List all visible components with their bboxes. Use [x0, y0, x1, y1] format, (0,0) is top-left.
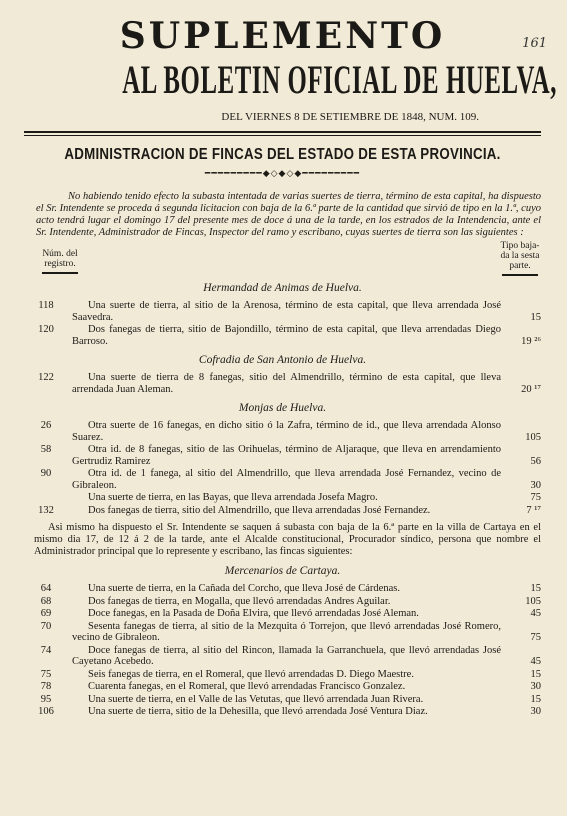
registry-number: 64 [40, 583, 52, 594]
price-value: 75 [530, 492, 541, 503]
registry-number: 120 [38, 324, 54, 335]
price-value: 20 ¹⁷ [521, 383, 541, 395]
column-rule-left [42, 272, 78, 274]
property-description: Una suerte de tierra, al sitio de la Arenosa, término de esta capital, que lleva arrendada José Saavedra. [72, 300, 501, 323]
registry-number: 78 [40, 681, 52, 692]
price-value: 30 [530, 681, 541, 692]
price-value: 30 [530, 706, 541, 717]
property-groups [24, 281, 541, 516]
column-header-price [499, 241, 541, 276]
price-value: 75 [530, 632, 541, 643]
section-title: ADMINISTRACION DE FINCAS DEL ESTADO DE ESTA PROVINCIA. [64, 146, 501, 163]
column-header-registry [38, 249, 82, 274]
column-headers [24, 241, 541, 275]
property-description: Doce fanegas, en la Pasada de Doña Elvira, que llevó arrendadas José Aleman. [88, 608, 419, 619]
registry-number: 95 [40, 693, 52, 705]
handwritten-page-number: 161 [522, 36, 547, 51]
second-paragraph: Asi mismo ha dispuesto el Sr. Intendente se saquen á subasta con baja de la 6.ª parte en la villa de Cartaya en el mismo dia 17, de 12 á 2 de la tarde, ante el Alcalde constitucional, Procurador síndico, persona que nombre el Administrador principal que lo represente y escribano, las fincas siguientes: [34, 522, 541, 557]
property-description: Una suerte de tierra de 8 fanegas, sitio del Almendrillo, término de esta capital, que lleva arrendada Juan Aleman. [72, 372, 501, 395]
table-row [24, 324, 541, 347]
property-description: Una suerte de tierra, en las Bayas, que lleva arrendada Josefa Magro. [88, 492, 378, 503]
table-row [24, 669, 541, 681]
masthead-title: SUPLEMENTO [119, 15, 446, 57]
registry-number: 122 [38, 372, 54, 383]
price-value: 105 [525, 595, 541, 607]
property-description: Doce fanegas de tierra, al sitio del Rincon, llamada la Garranchuela, que llevó arrendadas José Cayetano Acebedo. [72, 644, 501, 667]
registry-number: 69 [40, 608, 52, 619]
price-value: 19 ²⁶ [521, 335, 541, 347]
price-value: 15 [530, 311, 541, 323]
property-group-cartaya [24, 564, 541, 718]
table-row [24, 706, 541, 718]
table-row [24, 505, 541, 517]
property-description: Otra id. de 1 fanega, al sitio del Almendrillo, que lleva arrendada José Fernandez, vecino de Gibraleon. [72, 468, 501, 491]
column-header-registry-label: Núm. del registro. [42, 249, 78, 269]
masthead-subtitle: AL BOLETIN OFICIAL DE HUELVA, [122, 57, 558, 102]
table-row [24, 444, 541, 467]
dateline: DEL VIERNES 8 DE SETIEMBRE DE 1848, NUM. 109. [221, 111, 479, 123]
price-value: 45 [530, 608, 541, 619]
table-row [24, 608, 541, 620]
table-row [24, 596, 541, 608]
property-description: Otra id. de 8 fanegas, sitio de las Orihuelas, término de Aljaraque, que lleva en arrendamiento Gertrudiz Ramirez [72, 444, 501, 467]
registry-number: 90 [40, 468, 52, 479]
registry-number: 106 [38, 706, 54, 717]
registry-number [24, 492, 72, 504]
table-row [24, 468, 541, 491]
registry-number: 118 [38, 300, 54, 311]
double-rule [24, 131, 541, 136]
property-description: Dos fanegas de tierra, en Mogalla, que llevó arrendadas Andres Aguilar. [88, 595, 391, 607]
table-row [24, 420, 541, 443]
group-title: Mercenarios de Cartaya. [224, 565, 341, 577]
property-description: Una suerte de tierra, sitio de la Dehesilla, que llevó arrendada José Ventura Diaz. [88, 706, 428, 717]
group-title: Hermandad de Animas de Huelva. [203, 282, 362, 294]
registry-number: 68 [40, 595, 52, 607]
price-value: 15 [530, 668, 541, 680]
registry-number: 132 [38, 504, 54, 516]
price-value: 15 [530, 693, 541, 705]
table-row [24, 583, 541, 595]
property-description: Dos fanegas de tierra, sitio de Bajondillo, término de esta capital, que lleva arrendadas Diego Barroso. [72, 324, 501, 347]
price-value: 30 [530, 479, 541, 491]
ornament-divider: ━━━━━━━━━◆◇◆◇◆━━━━━━━━━ [204, 169, 361, 179]
property-description: Una suerte de tierra, en la Cañada del Corcho, que lleva José de Cárdenas. [88, 583, 400, 594]
group-title: Cofradia de San Antonio de Huelva. [198, 354, 367, 366]
column-header-price-label: Tipo baja-da la sesta parte. [500, 241, 540, 271]
property-description: Seis fanegas de tierra, en el Romeral, que llevó arrendadas D. Diego Maestre. [88, 668, 414, 680]
table-row [24, 681, 541, 693]
price-value: 15 [530, 583, 541, 594]
registry-number: 58 [40, 444, 52, 455]
property-description: Sesenta fanegas de tierra, al sitio de la Mezquita ó Torrejon, que llevó arrendadas José Romero, vecino de Gibraleon. [72, 620, 501, 643]
column-rule-right [502, 274, 538, 276]
document-page [0, 16, 567, 816]
price-value: 45 [530, 656, 541, 667]
property-description: Dos fanegas de tierra, sitio del Almendrillo, que lleva arrendadas José Fernandez. [88, 504, 431, 516]
property-description: Cuarenta fanegas, en el Romeral, que llevó arrendadas Francisco Gonzalez. [88, 681, 406, 692]
table-row [24, 300, 541, 323]
registry-number: 26 [40, 420, 52, 431]
registry-number: 75 [40, 668, 52, 680]
registry-number: 74 [40, 644, 52, 656]
group-title: Monjas de Huelva. [238, 402, 327, 414]
registry-number: 70 [40, 620, 52, 632]
property-description: Una suerte de tierra, en el Valle de las Vetutas, que llevó arrendada Juan Rivera. [88, 693, 424, 705]
table-row [24, 694, 541, 706]
table-row [24, 372, 541, 395]
intro-paragraph: No habiendo tenido efecto la subasta intentada de varias suertes de tierra, término de esta capital, ha dispuesto el Sr. Intendente se proceda á segunda licitacion con baja de la 6.ª parte de la cantidad que sirvió de tipo en la 1.ª, cuyo acto tendrá lugar el domingo 17 del presente mes de doce á una de la tarde, en los estrados de la Intendencia, ante el Sr. Intendente, Administrador de Fincas, Inspector del ramo y escribano, cuyas suertes de tierra son las siguientes : [36, 191, 541, 238]
table-row [24, 645, 541, 668]
price-value: 105 [525, 431, 541, 443]
price-value: 56 [530, 455, 541, 467]
property-description: Otra suerte de 16 fanegas, en dicho sitio ó la Zafra, término de id., que lleva arrendada Alonso Suarez. [72, 420, 501, 443]
table-row [24, 621, 541, 644]
table-row [24, 492, 541, 504]
price-value: 7 ¹⁷ [526, 504, 541, 516]
